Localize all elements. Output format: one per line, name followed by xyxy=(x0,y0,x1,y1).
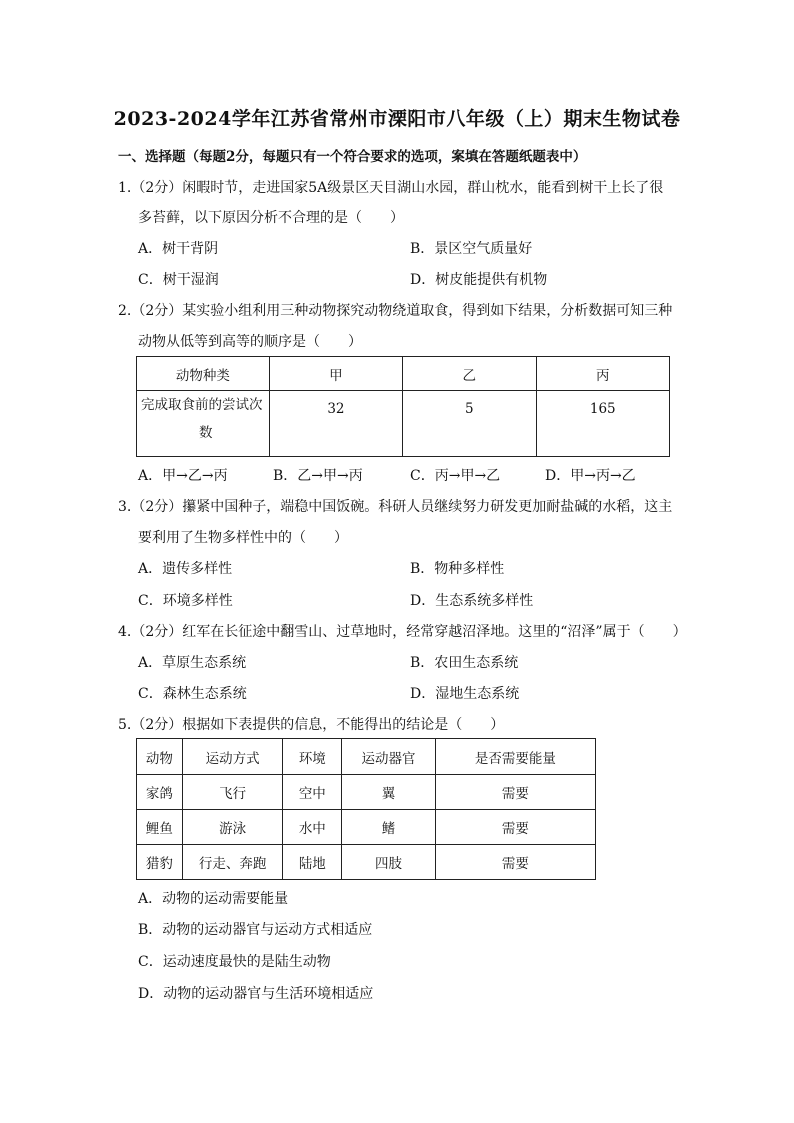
q2-table-header: 甲 xyxy=(269,357,402,391)
section-heading: 一、选择题（每题2分，每题只有一个符合要求的选项，案填在答题纸题表中） xyxy=(118,149,587,165)
q3-stem-line1: 3.（2分）攥紧中国种子，端稳中国饭碗。科研人员继续努力研发更加耐盐碱的水稻，这主 xyxy=(118,499,673,515)
q1-stem-line1: 1.（2分）闲暇时节，走进国家5A级景区天目湖山水园，群山枕水，能看到树干上长了很 xyxy=(118,180,664,196)
q5-table-cell: 飞行 xyxy=(182,775,283,810)
q2-row-label xyxy=(137,391,270,457)
q5-table-cell: 陆地 xyxy=(283,845,342,880)
q2-table-cell: 5 xyxy=(403,391,536,457)
q3-option-a[interactable]: A．遗传多样性 xyxy=(138,561,233,577)
q5-table-cell: 需要 xyxy=(435,775,595,810)
exam-title: 2023-2024学年江苏省常州市溧阳市八年级（上）期末生物试卷 xyxy=(113,108,681,130)
q2-table-cell: 165 xyxy=(536,391,670,457)
q5-table-cell: 猎豹 xyxy=(137,845,183,880)
q5-option-a[interactable]: A．动物的运动需要能量 xyxy=(138,891,289,907)
q2-table-header: 乙 xyxy=(403,357,536,391)
q4-option-d[interactable]: D．湿地生态系统 xyxy=(410,686,520,702)
q5-table-cell: 鲤鱼 xyxy=(137,810,183,845)
q2-option-c[interactable]: C．丙→甲→乙 xyxy=(410,468,501,484)
q5-data-table xyxy=(136,738,596,880)
q5-table-cell: 游泳 xyxy=(182,810,283,845)
q2-row-label-line1: 完成取食前的尝试次 xyxy=(141,397,263,413)
q2-table-header: 动物种类 xyxy=(137,357,270,391)
q5-table-cell: 家鸽 xyxy=(137,775,183,810)
q5-table-cell: 需要 xyxy=(435,845,595,880)
q5-table-header: 是否需要能量 xyxy=(435,739,595,775)
q5-table-cell: 空中 xyxy=(283,775,342,810)
q2-option-d[interactable]: D．甲→丙→乙 xyxy=(545,468,636,484)
q4-option-c[interactable]: C．森林生态系统 xyxy=(138,686,247,702)
q4-option-b[interactable]: B．农田生态系统 xyxy=(410,655,519,671)
q5-table-cell: 翼 xyxy=(342,775,436,810)
q1-option-d[interactable]: D．树皮能提供有机物 xyxy=(410,272,548,288)
q4-option-a[interactable]: A．草原生态系统 xyxy=(138,655,247,671)
q3-option-c[interactable]: C．环境多样性 xyxy=(138,593,233,609)
q2-stem-line2: 动物从低等到高等的顺序是（ ） xyxy=(138,334,362,350)
q2-option-a[interactable]: A．甲→乙→丙 xyxy=(138,468,228,484)
q5-table-header: 环境 xyxy=(283,739,342,775)
q5-table-header: 运动方式 xyxy=(182,739,283,775)
q5-stem-line1: 5.（2分）根据如下表提供的信息，不能得出的结论是（ ） xyxy=(118,717,505,733)
q1-option-b[interactable]: B．景区空气质量好 xyxy=(410,241,533,257)
q5-table-cell: 需要 xyxy=(435,810,595,845)
q1-option-c[interactable]: C．树干湿润 xyxy=(138,272,219,288)
q2-option-b[interactable]: B．乙→甲→丙 xyxy=(273,468,363,484)
q5-table-header: 动物 xyxy=(137,739,183,775)
q2-data-table xyxy=(136,356,670,457)
q5-option-b[interactable]: B．动物的运动器官与运动方式相适应 xyxy=(138,922,373,938)
q2-row-label-line2: 数 xyxy=(199,425,213,441)
q5-option-c[interactable]: C．运动速度最快的是陆生动物 xyxy=(138,954,331,970)
q5-table-cell: 鳍 xyxy=(342,810,436,845)
q2-table-cell: 32 xyxy=(269,391,402,457)
q2-table-header: 丙 xyxy=(536,357,670,391)
q2-stem-line1: 2.（2分）某实验小组利用三种动物探究动物绕道取食，得到如下结果，分析数据可知三种 xyxy=(118,303,673,319)
q5-option-d[interactable]: D．动物的运动器官与生活环境相适应 xyxy=(138,986,374,1002)
q5-table-cell: 行走、奔跑 xyxy=(182,845,283,880)
q5-table-cell: 四肢 xyxy=(342,845,436,880)
q3-stem-line2: 要利用了生物多样性中的（ ） xyxy=(138,530,348,546)
q1-stem-line2: 多苔藓，以下原因分析不合理的是（ ） xyxy=(138,210,404,226)
q5-table-header: 运动器官 xyxy=(342,739,436,775)
q5-table-cell: 水中 xyxy=(283,810,342,845)
q3-option-b[interactable]: B．物种多样性 xyxy=(410,561,505,577)
q4-stem-line1: 4.（2分）红军在长征途中翻雪山、过草地时，经常穿越沼泽地。这里的“沼泽”属于（ ） xyxy=(118,624,687,640)
q3-option-d[interactable]: D．生态系统多样性 xyxy=(410,593,534,609)
q1-option-a[interactable]: A．树干背阴 xyxy=(138,241,219,257)
